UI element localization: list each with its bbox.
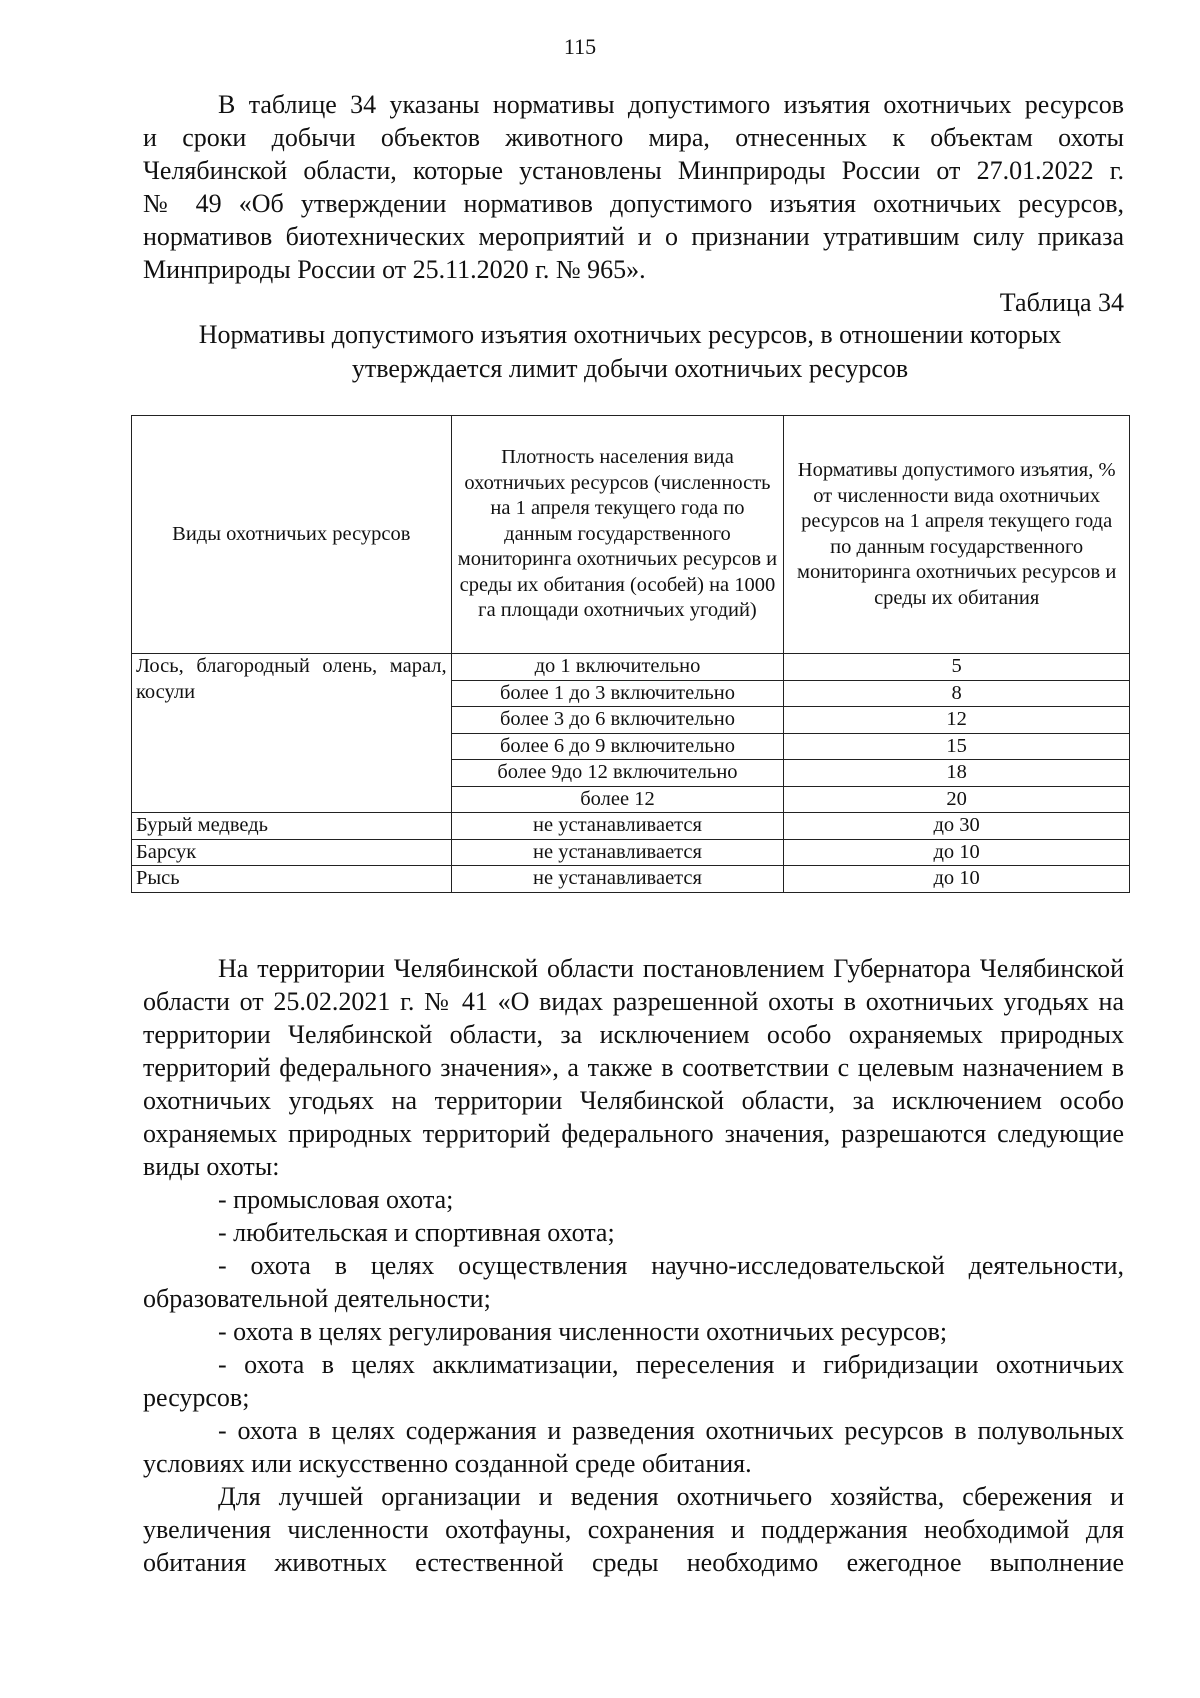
list-item: - любительская и спортивная охота;: [218, 1218, 615, 1247]
norm-cell: 5: [784, 654, 1130, 681]
table-row: [132, 813, 1130, 840]
density-cell: не устанавливается: [451, 813, 784, 840]
body-text: [143, 952, 1124, 1579]
norm-cell: до 10: [784, 839, 1130, 866]
list-item: - охота в целях регулирования численности охотничьих ресурсов;: [218, 1317, 948, 1346]
table-row: [132, 866, 1130, 893]
species-cell: Бурый медведь: [132, 813, 452, 840]
intro-line: В таблице 34 указаны нормативы допустимого изъятия охотничьих ресурсов: [218, 90, 1124, 119]
body-paragraph: Для лучшей организации и ведения охотничьего хозяйства, сбережения и увеличения численности охотфауны, сохранения и поддержания необходимой для обитания животных естественной среды необходимо ежегодное выполнение: [143, 1482, 1124, 1577]
species-cell: [132, 654, 452, 813]
density-cell: не устанавливается: [451, 866, 784, 893]
density-cell: до 1 включительно: [451, 654, 784, 681]
list-item: - охота в целях акклиматизации, переселения и гибридизации охотничьих ресурсов;: [143, 1350, 1124, 1412]
intro-line: Минприроды России от 25.11.2020 г. № 965».: [143, 255, 646, 284]
table-title-line: Нормативы допустимого изъятия охотничьих ресурсов, в отношении которых: [198, 320, 1062, 349]
intro-line: нормативов биотехнических мероприятий и о признании утратившим силу приказа: [143, 222, 1124, 251]
density-cell: не устанавливается: [451, 839, 784, 866]
norm-cell: 20: [784, 786, 1130, 813]
body-paragraph: На территории Челябинской области постановлением Губернатора Челябинской области от 25.02.2021 г. № 41 «О видах разрешенной охоты в охотничьих угодьях на территории Челябинской области, за исключением особо охраняемых природных территорий федерального значения», а также в соответствии с целевым назначением в охотничьих угодьях на территории Челябинской области, за исключением особо охраняемых природных территорий федерального значения, разрешаются следующие виды охоты:: [143, 954, 1124, 1181]
table-header-row: [132, 416, 1130, 654]
species-cell: Барсук: [132, 839, 452, 866]
intro-paragraph: [143, 88, 1124, 286]
norm-cell: 15: [784, 733, 1130, 760]
norm-cell: 12: [784, 707, 1130, 734]
density-cell: более 12: [451, 786, 784, 813]
header-density: Плотность населения вида охотничьих ресурсов (численность на 1 апреля текущего года по данным государственного мониторинга охотничьих ресурсов и среды их обитания (особей) на 1000 га площади охотничьих угодий): [451, 416, 784, 654]
density-cell: более 1 до 3 включительно: [451, 680, 784, 707]
list-item: - промысловая охота;: [218, 1185, 454, 1214]
species-cell: Рысь: [132, 866, 452, 893]
density-cell: более 9до 12 включительно: [451, 760, 784, 787]
header-species: Виды охотничьих ресурсов: [132, 416, 452, 654]
density-cell: более 3 до 6 включительно: [451, 707, 784, 734]
norm-cell: 18: [784, 760, 1130, 787]
intro-line: и сроки добычи объектов животного мира, отнесенных к объектам охоты: [143, 123, 1124, 152]
species-name: Лось, благородный олень, марал, косули: [136, 655, 447, 703]
list-item: - охота в целях осуществления научно-исследовательской деятельности, образовательной деятельности;: [143, 1251, 1124, 1313]
norm-cell: 8: [784, 680, 1130, 707]
header-norm: Нормативы допустимого изъятия, % от численности вида охотничьих ресурсов на 1 апреля текущего года по данным государственного мониторинга охотничьих ресурсов и среды их обитания: [784, 416, 1130, 654]
table-row: [132, 654, 1130, 681]
table-title-line: утверждается лимит добычи охотничьих ресурсов: [351, 354, 909, 383]
norms-table: [131, 415, 1130, 893]
table-label: Таблица 34: [999, 288, 1124, 317]
table-row: [132, 839, 1130, 866]
density-cell: более 6 до 9 включительно: [451, 733, 784, 760]
intro-line: Челябинской области, которые установлены Минприроды России от 27.01.2022 г.: [143, 156, 1124, 185]
intro-line: № 49 «Об утверждении нормативов допустимого изъятия охотничьих ресурсов,: [143, 189, 1124, 218]
norm-cell: до 30: [784, 813, 1130, 840]
list-item: - охота в целях содержания и разведения охотничьих ресурсов в полувольных условиях или искусственно созданной среде обитания.: [143, 1416, 1124, 1478]
table-title: [120, 318, 1140, 386]
page-number: 115: [563, 34, 597, 59]
norm-cell: до 10: [784, 866, 1130, 893]
